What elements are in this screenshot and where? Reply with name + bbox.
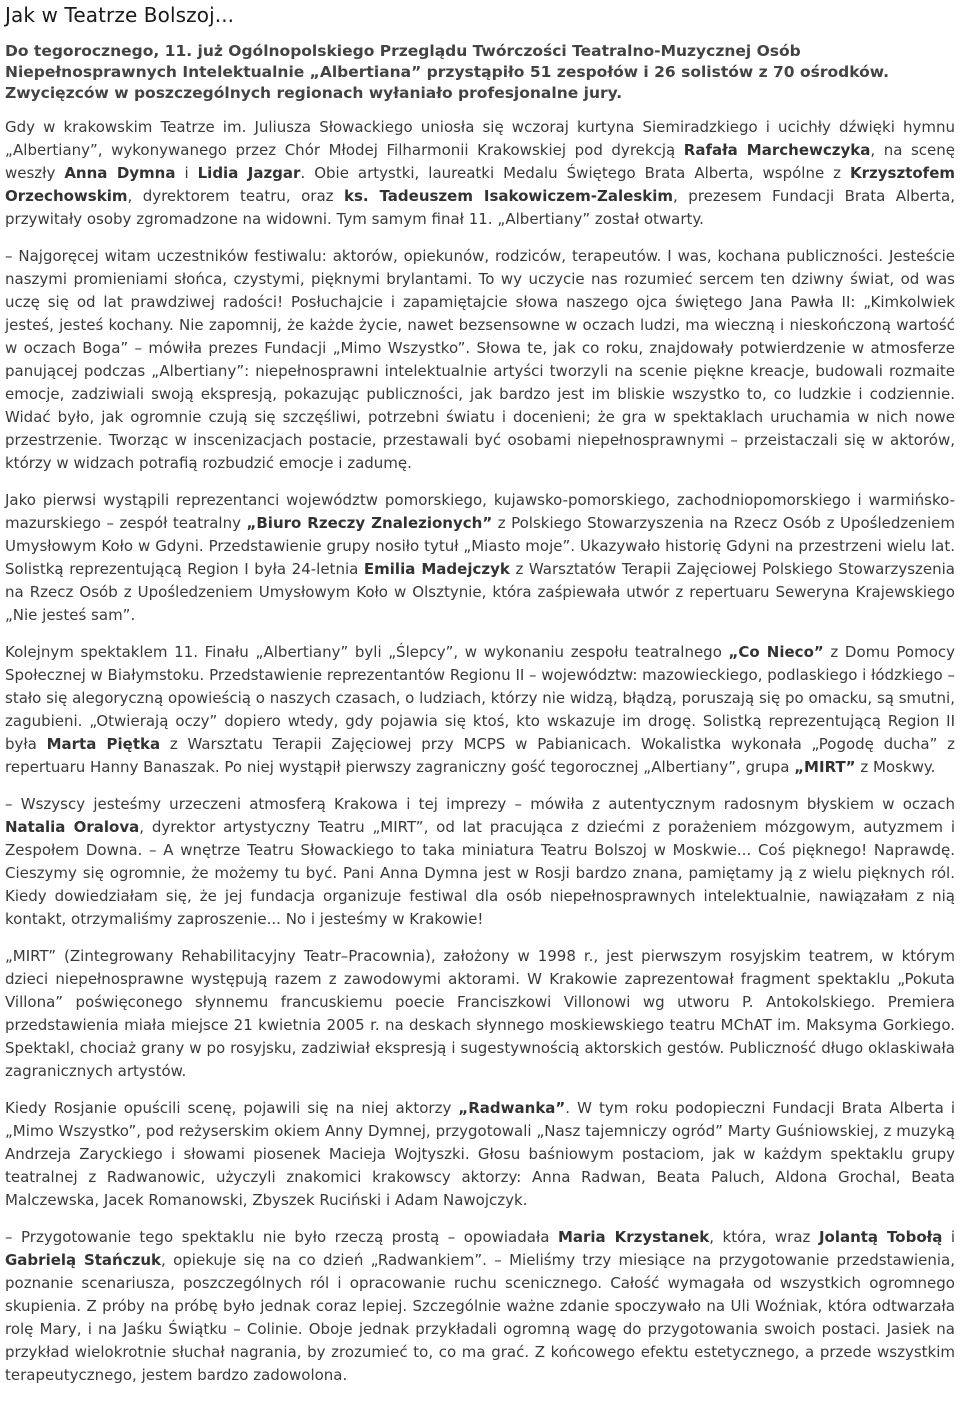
bold-text: Maria Krzystanek — [557, 1228, 710, 1246]
text-run: Jako pierwsi wystąpili reprezentanci województw pomorskiego, kujawsko-pomorskiego, zachodniopomorskiego i warmińsko-mazurskiego – zespół teatralny — [5, 491, 955, 532]
paragraph — [5, 489, 955, 627]
paragraph — [5, 793, 955, 931]
bold-text: „Radwanka” — [458, 1099, 566, 1117]
bold-text: „MIRT” — [794, 758, 856, 776]
text-run: – Przygotowanie tego spektaklu nie było rzeczą prostą – opowiadała — [5, 1228, 558, 1246]
text-run: , która, wraz — [709, 1228, 819, 1246]
text-run: , dyrektor artystyczny Teatru „MIRT”, od lat pracująca z dziećmi z porażeniem mózgowym, autyzmem i Zespołem Downa. – A wnętrze Teatru Słowackiego to taka miniatura Teatru Bolszoj w Moskwie... Coś pięknego! Naprawdę. Cieszymy się ogromnie, że możemy tu być. Pani Anna Dymna jest w Rosji bardzo znana, pamiętamy ją z wielu pięknych ról. Kiedy dowiedziałam się, że jej fundacja organizuje festiwal dla osób niepełnosprawnych intelektualnie, nawiązałam z nią kontakt, otrzymaliśmy zaproszenie... No i jesteśmy w Krakowie! — [5, 818, 956, 928]
text-run: – Wszyscy jesteśmy urzeczeni atmosferą Krakowa i tej imprezy – mówiła z autentycznym radosnym błyskiem w oczach — [5, 795, 955, 813]
text-run: i — [175, 164, 198, 182]
text-run: z Domu Pomocy Społecznej w Białymstoku. Przedstawienie reprezentantów Regionu II – województw: mazowieckiego, podlaskiego i łódzkiego – stało się alegoryczną opowieścią o naszych czasach, o ludziach, którzy nie widzą, błądzą, poruszają się po omacku, są smutni, zagubieni. „Otwierają oczy” dopiero wtedy, gdy pojawia się ktoś, kto wskazuje im drogę. Solistką reprezentującą Region II była — [5, 643, 956, 753]
paragraph — [5, 245, 955, 475]
text-run: – Najgoręcej witam uczestników festiwalu: aktorów, opiekunów, rodziców, terapeutów. I was, kochana publiczności. Jesteście naszymi promieniami słońca, czystymi, pięknymi brylantami. To wy uczycie nas rozumieć sercem ten dziwny świat, od was uczę się od lat prawdziwej radości! Posłuchajcie i zapamiętajcie słowa naszego ojca świętego Jana Pawła II: „Kimkolwiek jesteś, jesteś kochany. Nie zapomnij, że każde życie, nawet bezsensowne w oczach ludzi, ma wieczną i nieskończoną wartość w oczach Boga” – mówiła prezes Fundacji „Mimo Wszystko”. Słowa te, jak co roku, znajdowały potwierdzenie w atmosferze panującej podczas „Albertiany”: niepełnosprawni intelektualnie artyści tworzyli na scenie piękne kreacje, budowali rozmaite emocje, zadziwiali swoją ekspresją, pokazując publiczności, jak bardzo jest im bliskie wszystko to, co ludzkie i codziennie. Widać było, jak ogromnie czują się szczęśliwi, potrzebni światu i docenieni; że gra w spektaklach uruchamia w nich nowe przestrzenie. Tworząc w inscenizacjach postacie, przestawali być osobami niepełnosprawnymi – przeistaczali się w aktorów, którzy w widzach potrafią rozbudzić emocje i zadumę. — [5, 247, 955, 472]
bold-text: Natalia Oralova — [5, 818, 140, 836]
text-run: , dyrektorem teatru, oraz — [127, 187, 344, 205]
text-run: Kiedy Rosjanie opuścili scenę, pojawili się na niej aktorzy — [5, 1099, 459, 1117]
bold-text: Gabrielą Stańczuk — [5, 1251, 161, 1269]
text-run: Gdy w krakowskim Teatrze im. Juliusza Słowackiego uniosła się wczoraj kurtyna Siemiradzkiego i ucichły dźwięki hymnu „Albertiany”, wykonywanego przez Chór Młodej Filharmonii Krakowskiej pod dyrekcją — [5, 118, 955, 159]
bold-text: Lidia Jazgar — [197, 164, 301, 182]
bold-text: „Biuro Rzeczy Znalezionych” — [246, 514, 493, 532]
text-run: z Warsztatów Terapii Zajęciowej Polskiego Stowarzyszenia na Rzecz Osób z Upośledzeniem Umysłowym Koło w Olsztynie, która zaśpiewała utwór z repertuaru Seweryna Krajewskiego „Nie jesteś sam”. — [5, 560, 955, 624]
paragraph — [5, 641, 955, 779]
paragraph — [5, 945, 955, 1083]
text-run: „MIRT” (Zintegrowany Rehabilitacyjny Teatr–Pracownia), założony w 1998 r., jest pierwszym rosyjskim teatrem, w którym dzieci niepełnosprawne występują razem z zawodowymi aktorami. W Krakowie zaprezentował fragment spektaklu „Pokuta Villona” poświęconego słynnemu francuskiemu poecie Franciszkowi Villonowi wg utworu P. Antokolskiego. Premiera przedstawienia miała miejsce 21 kwietnia 2005 r. na deskach słynnego moskiewskiego teatru MChAT im. Maksyma Gorkiego. Spektakl, chociaż grany w po rosyjsku, zadziwiał ekspresją i sugestywnością aktorskich gestów. Publiczność długo oklaskiwała zagranicznych artystów. — [5, 947, 955, 1080]
paragraph — [5, 1097, 955, 1212]
paragraph — [5, 116, 955, 231]
text-run: , opiekuje się na co dzień „Radwankiem”. – Mieliśmy trzy miesiące na przygotowanie przedstawienia, poznanie scenariusza, poszczególnych ról i opracowanie ruchu scenicznego. Całość wymagała od wszystkich ogromnego skupienia. Z próby na próbę było jednak coraz lepiej. Szczególnie ważne zdanie spoczywało na Uli Woźniak, która odtwarzała rolę Mary, i na Jaśku Świątku – Colinie. Oboje jednak przykładali ogromną wagę do przygotowania swoich postaci. Jasiek na przykład wielokrotnie słuchał nagrania, by zrozumieć to, co ma grać. Z końcowego efektu estetycznego, a przede wszystkim terapeutycznego, jestem bardzo zadowolona. — [5, 1251, 955, 1384]
text-run: . W tym roku podopieczni Fundacji Brata Alberta i „Mimo Wszystko”, pod reżyserskim okiem Anny Dymnej, przygotowali „Nasz tajemniczy ogród” Marty Guśniowskiej, z muzyką Andrzeja Zaryckiego i słowami piosenek Macieja Wojtyszki. Głosu baśniowym postaciom, jak w każdym spektaklu grupy teatralnej z Radwanowic, użyczyli znakomici krakowscy aktorzy: Anna Radwan, Beata Paluch, Aldona Grochal, Beata Malczewska, Jacek Romanowski, Zbyszek Ruciński i Adam Nawojczyk. — [5, 1099, 955, 1209]
text-run: z Warsztatu Terapii Zajęciowej przy MCPS w Pabianicach. Wokalistka wykonała „Pogodę ducha” z repertuaru Hanny Banaszak. Po niej wystąpił pierwszy zagraniczny gość tegorocznej „Albertiany”, grupa — [5, 735, 955, 776]
text-run: . Obie artystki, laureatki Medalu Świętego Brata Alberta, wspólne z — [300, 164, 850, 182]
bold-text: ks. Tadeuszem Isakowiczem-Zaleskim — [343, 187, 674, 205]
article-body — [5, 116, 955, 1387]
text-run: z Polskiego Stowarzyszenia na Rzecz Osób z Upośledzeniem Umysłowym Koło w Gdyni. Przedstawienie grupy nosiło tytuł „Miasto moje”. Ukazywało historię Gdyni na przestrzeni wielu lat. Solistką reprezentującą Region I była 24-letnia — [5, 514, 956, 578]
bold-text: Anna Dymna — [64, 164, 176, 182]
bold-text: Krzysztofem Orzechowskim — [5, 164, 955, 205]
article-lead: Do tegorocznego, 11. już Ogólnopolskiego Przeglądu Twórczości Teatralno-Muzycznej Osób Niepełnosprawnych Intelektualnie „Albertiana” przystąpiło 51 zespołów i 26 solistów z 70 ośrodków. Zwycięzców w poszczególnych regionach wyłaniało profesjonalne jury. — [5, 42, 890, 102]
bold-text: „Co Nieco” — [728, 643, 824, 661]
bold-text: Rafała Marchewczyka — [683, 141, 871, 159]
text-run: , prezesem Fundacji Brata Alberta, przywitały osoby zgromadzone na widowni. Tym samym finał 11. „Albertiany” został otwarty. — [5, 187, 955, 228]
paragraph — [5, 1226, 955, 1387]
text-run: Kolejnym spektaklem 11. Finału „Albertiany” byli „Ślepcy”, w wykonaniu zespołu teatralnego — [5, 643, 729, 661]
text-run: , na scenę weszły — [5, 141, 956, 182]
bold-text: Jolantą Tobołą — [818, 1228, 943, 1246]
text-run: i — [942, 1228, 956, 1246]
text-run: z Moskwy. — [855, 758, 936, 776]
bold-text: Marta Piętka — [46, 735, 161, 753]
bold-text: Emilia Madejczyk — [363, 560, 510, 578]
article-title: Jak w Teatrze Bolszoj... — [5, 3, 235, 27]
